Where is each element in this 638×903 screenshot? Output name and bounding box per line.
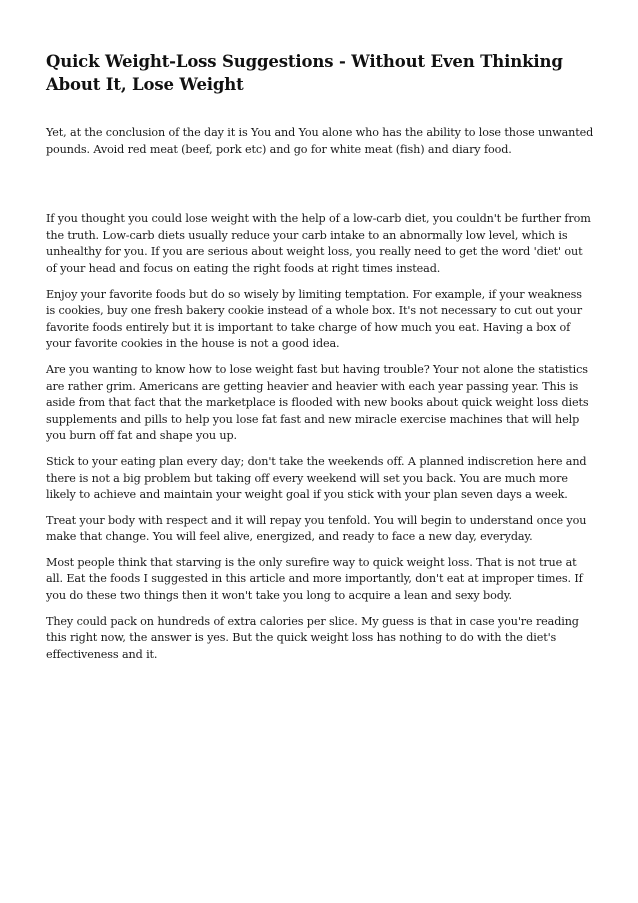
paragraph-6: Most people think that starving is the only surefire way to quick weight loss. That is not true at all. Eat the foods I suggested in this article and more importantly, don't eat at improper times. If you do these two things then it won't take you long to acquire a lean and sexy body. [46,555,583,603]
paragraph-2: Enjoy your favorite foods but do so wisely by limiting temptation. For example, if your weakness is cookies, buy one fresh bakery cookie instead of a whole box. It's not necessary to cut out your favorite foods entirely but it is important to take charge of how much you eat. Having a box of your favorite cookies in the house is not a good idea. [46,287,582,351]
intro-paragraph: Yet, at the conclusion of the day it is You and You alone who has the ability to lose those unwanted pounds. Avoid red meat (beef, pork etc) and go for white meat (fish) and diary food. [46,126,594,156]
paragraph-1: If you thought you could lose weight with the help of a low-carb diet, you couldn't be further from the truth. Low-carb diets usually reduce your carb intake to an abnormally low level, which is unhealthy for you. If you are serious about weight loss, you really need to get the word 'diet' out of your head and focus on eating the right foods at right times instead. [46,212,591,275]
document-page [46,50,594,663]
paragraph-7: They could pack on hundreds of extra calories per slice. My guess is that in case you're reading this right now, the answer is yes. But the quick weight loss has nothing to do with the diet's effectiveness and it. [46,614,579,661]
paragraph-3: Are you wanting to know how to lose weight fast but having trouble? Your not alone the statistics are rather grim. Americans are getting heavier and heavier with each year passing year. This is aside from that fact that the marketplace is flooded with new books about quick weight loss diets supplements and pills to help you lose fat fast and new miracle exercise machines that will help you burn off fat and shape you up. [46,362,589,443]
paragraph-5: Treat your body with respect and it will repay you tenfold. You will begin to understand once you make that change. You will feel alive, energized, and ready to face a new day, everyday. [46,513,587,544]
document-title: Quick Weight-Loss Suggestions - Without Even Thinking About It, Lose Weight [46,52,563,94]
paragraph-4: Stick to your eating plan every day; don't take the weekends off. A planned indiscretion here and there is not a big problem but taking off every weekend will set you back. You are much more likely to achieve and maintain your weight goal if you stick with your plan seven days a week. [46,454,587,502]
